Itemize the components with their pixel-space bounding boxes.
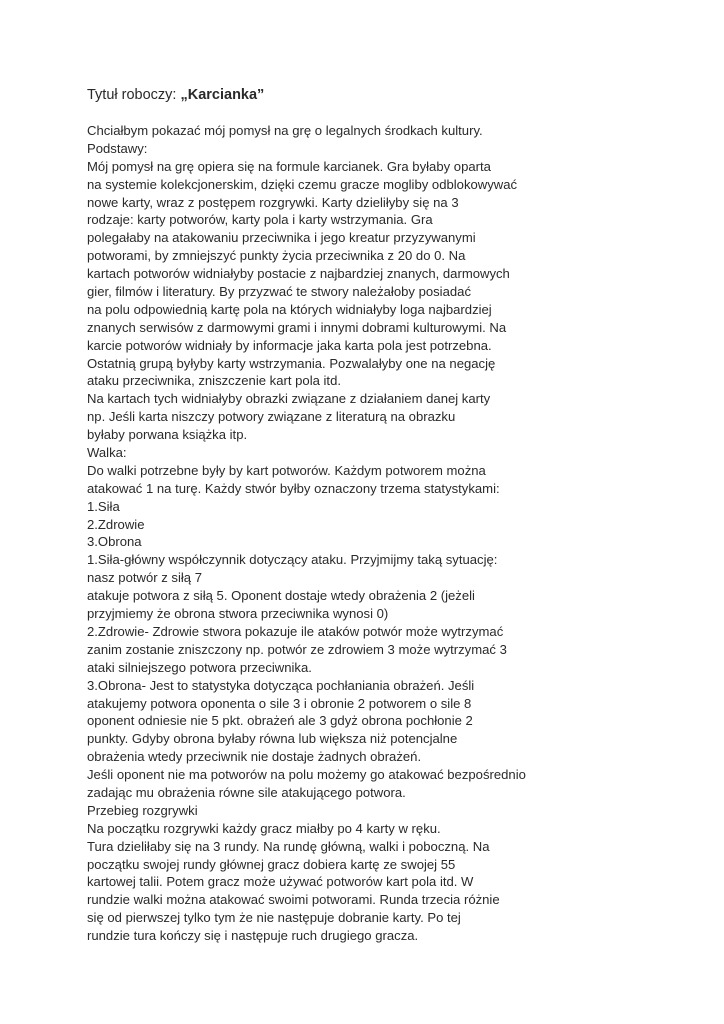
text-line: nowe karty, wraz z postępem rozgrywki. Karty dzieliłyby się na 3 [87,194,459,210]
text-line: atakujemy potwora oponenta o sile 3 i obronie 2 potworem o sile 8 [87,695,472,711]
text-line: rundzie tura kończy się i następuje ruch drugiego gracza. [87,928,419,944]
text-line: Walka: [87,445,127,461]
text-line: 3.Obrona [87,534,142,550]
text-line: punkty. Gdyby obrona byłaby równa lub większa niż potencjalne [87,731,458,747]
text-line: 2.Zdrowie- Zdrowie stwora pokazuje ile ataków potwór może wytrzymać [87,623,504,639]
text-line: 1.Siła [87,498,120,514]
text-line: Przebieg rozgrywki [87,802,198,818]
text-line: zanim zostanie zniszczony np. potwór ze zdrowiem 3 może wytrzymać 3 [87,641,507,657]
text-line: gier, filmów i literatury. By przyzwać te stwory należałoby posiadać [87,284,471,300]
text-line: atakuje potwora z siłą 5. Oponent dostaje wtedy obrażenia 2 (jeżeli [87,588,475,604]
text-line: rodzaje: karty potworów, karty pola i karty wstrzymania. Gra [87,212,433,228]
text-line: Na kartach tych widniałyby obrazki związane z działaniem danej karty [87,391,491,407]
text-line: ataku przeciwnika, zniszczenie kart pola itd. [87,373,341,389]
text-line: Na początku rozgrywki każdy gracz miałby po 4 karty w ręku. [87,820,441,836]
title-prefix: Tytuł roboczy: [87,87,181,103]
text-line: Podstawy: [87,140,148,156]
text-line: 1.Siła-główny współczynnik dotyczący ataku. Przyjmijmy taką sytuację: [87,552,498,568]
text-line: np. Jeśli karta niszczy potwory związane z literaturą na obrazku [87,409,456,425]
text-line: rundzie walki można atakować swoimi potworami. Runda trzecia różnie [87,892,500,908]
document-body [87,122,707,945]
text-line: Jeśli oponent nie ma potworów na polu możemy go atakować bezpośrednio [87,767,526,783]
text-line: kartach potworów widniałyby postacie z najbardziej znanych, darmowych [87,266,510,282]
title-name: „Karcianka” [180,87,265,103]
text-line: oponent odniesie nie 5 pkt. obrażeń ale 3 gdyż obrona pochłonie 2 [87,713,473,729]
text-line: Ostatnią grupą byłyby karty wstrzymania. Pozwalałyby one na negację [87,355,496,371]
text-line: na polu odpowiednią kartę pola na których widniałyby loga najbardziej [87,301,492,317]
text-line: na systemie kolekcjonerskim, dzięki czemu gracze mogliby odblokowywać [87,176,518,192]
text-line: obrażenia wtedy przeciwnik nie dostaje żadnych obrażeń. [87,749,422,765]
text-line: początku swojej rundy głównej gracz dobiera kartę ze swojej 55 [87,856,456,872]
text-line: atakować 1 na turę. Każdy stwór byłby oznaczony trzema statystykami: [87,480,500,496]
document-title [87,85,264,105]
text-line: Chciałbym pokazać mój pomysł na grę o legalnych środkach kultury. [87,123,483,138]
text-line: potworami, by zmniejszyć punkty życia przeciwnika z 20 do 0. Na [87,248,466,264]
text-line: byłaby porwana książka itp. [87,427,248,443]
text-line: Tura dzieliłaby się na 3 rundy. Na rundę główną, walki i poboczną. Na [87,838,490,854]
text-line: nasz potwór z siłą 7 [87,570,202,586]
text-line: Do walki potrzebne były by kart potworów. Każdym potworem można [87,462,486,478]
text-line: znanych serwisów z darmowymi grami i innymi dobrami kulturowymi. Na [87,319,507,335]
text-line: zadając mu obrażenia równe sile atakującego potwora. [87,784,406,800]
text-line: 3.Obrona- Jest to statystyka dotycząca pochłaniania obrażeń. Jeśli [87,677,475,693]
text-line: ataki silniejszego potwora przeciwnika. [87,659,312,675]
text-line: kartowej talii. Potem gracz może używać potworów kart pola itd. W [87,874,474,890]
text-line: przyjmiemy że obrona stwora przeciwnika wynosi 0) [87,606,389,622]
text-line: Mój pomysł na grę opiera się na formule karcianek. Gra byłaby oparta [87,158,491,174]
text-line: 2.Zdrowie [87,516,145,532]
text-line: się od pierwszej tylko tym że nie następuje dobranie karty. Po tej [87,910,461,926]
text-line: polegałaby na atakowaniu przeciwnika i jego kreatur przyzywanymi [87,230,476,246]
text-line: karcie potworów widniały by informacje jaka karta pola jest potrzebna. [87,337,492,353]
